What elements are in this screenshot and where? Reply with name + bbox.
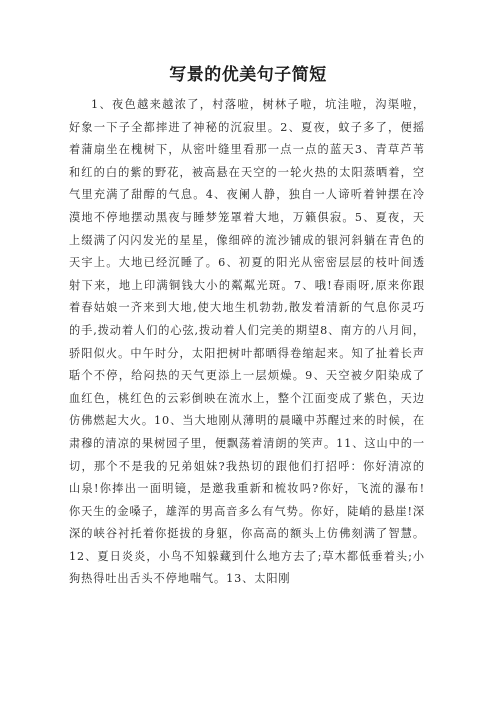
document-title: 写景的优美句子简短	[169, 65, 327, 85]
document-body-paragraph: 1、夜色越来越浓了，村落啦，树林子啦，坑洼啦，沟渠啦，好象一下子全都摔进了神秘的沉寂里。2、夏夜，蚊子多了，便摇着蒲扇坐在槐树下，从密叶缝里看那一点一点的蓝天3、青草芦苇和红的白的紫的野花，被高悬在天空的一轮火热的太阳蒸晒着，空气里充满了甜醇的气息。4、夜阑人静，独自一人谛听着钟摆在冷漠地不停地摆动黑夜与睡梦笼罩着大地，万籁俱寂。5、夏夜，天上缀满了闪闪发光的星星，像细碎的流沙铺成的银河斜躺在青色的天宇上。大地已经沉睡了。6、初夏的阳光从密密层层的枝叶间透射下来，地上印满铜钱大小的粼粼光斑。7、哦!春雨呀,原来你跟着春姑娘一齐来到大地,使大地生机勃勃,散发着清新的气息你灵巧的手,拨动着人们的心弦,拨动着人们完美的期望8、南方的八月间，骄阳似火。中午时分，太阳把树叶都晒得卷缩起来。知了扯着长声聒个不停，给闷热的天气更添上一层烦燥。9、天空被夕阳染成了血红色，桃红色的云彩倒映在流水上，整个江面变成了紫色，天边仿佛燃起大火。10、当大地刚从薄明的晨曦中苏醒过来的时候，在肃穆的清凉的果树园子里，便飘荡着清朗的笑声。11、这山中的一切，那个不是我的兄弟姐妹?我热切的跟他们打招呼：你好清凉的山泉!你捧出一面明镜，是邀我重新和梳妆吗?你好，飞流的瀑布!你天生的金嗓子，雄浑的男高音多么有气势。你好，陡峭的悬崖!深深的峡谷衬托着你挺拔的身躯，你高高的额头上仿佛刻满了智慧。12、夏日炎炎，小鸟不知躲藏到什么地方去了;草木都低垂着头;小狗热得吐出舌头不停地喘气。13、太阳刚	[69, 98, 425, 586]
